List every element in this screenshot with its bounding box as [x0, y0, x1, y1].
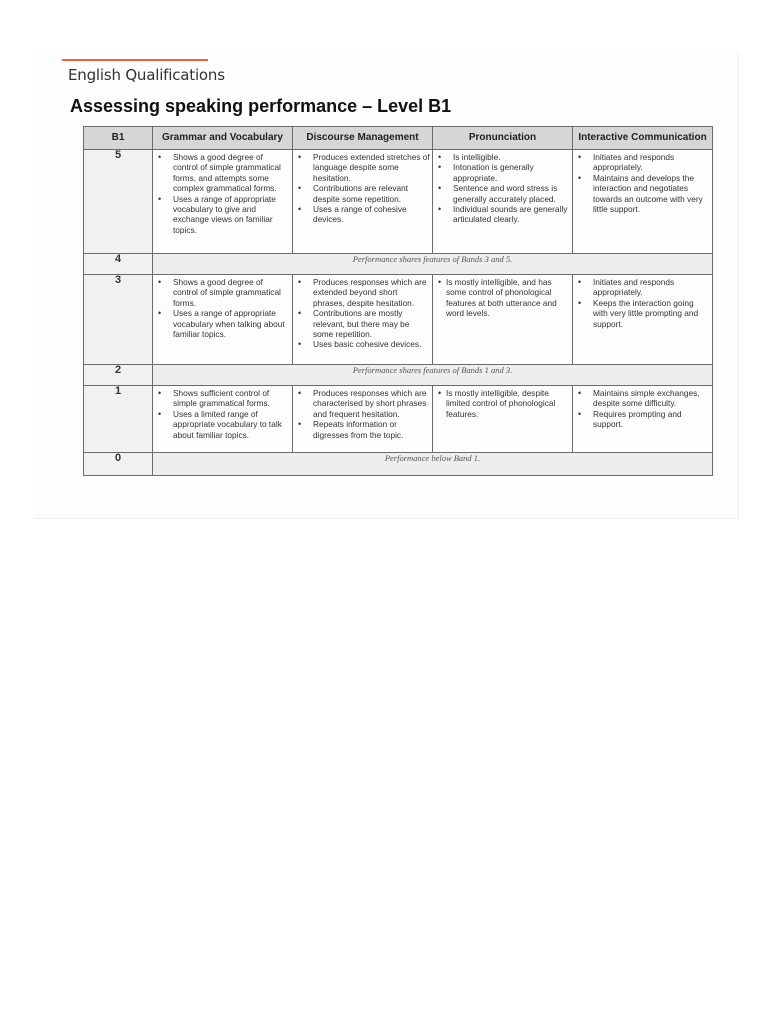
page-title: Assessing speaking performance – Level B1 [70, 96, 452, 116]
discourse-management-cell [293, 386, 433, 453]
header-pronunciation: Pronunciation [433, 127, 573, 150]
criterion-item: • Uses a range of appropriate vocabulary when talking about familiar topics. [153, 308, 290, 339]
criterion-item: • Contributions are mostly relevant, but there may be some repetition. [293, 308, 430, 339]
criteria-list [293, 388, 430, 440]
shared-features-note: Performance shares features of Bands 1 and 3. [153, 365, 713, 386]
criteria-list [153, 388, 290, 440]
interactive-communication-cell [573, 275, 713, 365]
criteria-list [433, 277, 570, 319]
band-number: 1 [84, 386, 153, 453]
criterion-item: • Uses a range of appropriate vocabulary to give and exchange views on familiar topics. [153, 194, 290, 236]
header-grammar-vocabulary: Grammar and Vocabulary [153, 127, 293, 150]
pronunciation-cell [433, 275, 573, 365]
band-number: 0 [84, 453, 153, 476]
band-number: 3 [84, 275, 153, 365]
criterion-item: • Produces responses which are characterised by short phrases and frequent hesitation. [293, 388, 430, 419]
criterion-item: • Sentence and word stress is generally accurately placed. [433, 183, 570, 204]
table-row [84, 386, 713, 453]
interactive-communication-cell [573, 386, 713, 453]
band-number: 2 [84, 365, 153, 386]
criteria-list [293, 277, 430, 350]
grammar-vocabulary-cell [153, 275, 293, 365]
discourse-management-cell [293, 150, 433, 254]
criterion-item: • Produces responses which are extended beyond short phrases, despite hesitation. [293, 277, 430, 308]
criterion-item: • Keeps the interaction going with very little prompting and support. [573, 298, 710, 329]
criterion-item: • Shows sufficient control of simple grammatical forms. [153, 388, 290, 409]
pronunciation-cell [433, 150, 573, 254]
shared-features-note: Performance below Band 1. [153, 453, 713, 476]
criterion-item: • Repeats information or digresses from the topic. [293, 419, 430, 440]
header-discourse-management: Discourse Management [293, 127, 433, 150]
criterion-item: • Initiates and responds appropriately. [573, 152, 710, 173]
criterion-item: • Initiates and responds appropriately. [573, 277, 710, 298]
table-row [84, 275, 713, 365]
criteria-list [153, 152, 290, 235]
pronunciation-cell [433, 386, 573, 453]
assessment-scale-table [83, 126, 713, 476]
header-interactive-communication: Interactive Communication [573, 127, 713, 150]
criteria-list [573, 388, 710, 430]
criterion-item: • Shows a good degree of control of simple grammatical forms, and attempts some complex grammatical forms. [153, 152, 290, 194]
header-level: B1 [84, 127, 153, 150]
brand-name: English Qualifications [68, 66, 225, 84]
criterion-item: • Contributions are relevant despite some repetition. [293, 183, 430, 204]
criterion-item: • Uses a range of cohesive devices. [293, 204, 430, 225]
criteria-list [433, 388, 570, 419]
criteria-list [573, 277, 710, 329]
brand-accent-rule [62, 59, 208, 61]
criteria-list [433, 152, 570, 225]
criterion-item: • Is mostly intelligible, and has some control of phonological features at both utterance and word levels. [433, 277, 570, 319]
criterion-item: • Requires prompting and support. [573, 409, 710, 430]
discourse-management-cell [293, 275, 433, 365]
criteria-list [293, 152, 430, 225]
table-header-row [84, 127, 713, 150]
criteria-list [153, 277, 290, 339]
band-number: 4 [84, 254, 153, 275]
grammar-vocabulary-cell [153, 386, 293, 453]
grammar-vocabulary-cell [153, 150, 293, 254]
criterion-item: • Individual sounds are generally articulated clearly. [433, 204, 570, 225]
interactive-communication-cell [573, 150, 713, 254]
shared-features-note: Performance shares features of Bands 3 and 5. [153, 254, 713, 275]
band-number: 5 [84, 150, 153, 254]
table-row [84, 150, 713, 254]
table-row [84, 254, 713, 275]
table-row [84, 453, 713, 476]
criterion-item: • Shows a good degree of control of simple grammatical forms. [153, 277, 290, 308]
criterion-item: • Maintains and develops the interaction and negotiates towards an outcome with very little support. [573, 173, 710, 215]
table-row [84, 365, 713, 386]
criterion-item: • Intonation is generally appropriate. [433, 162, 570, 183]
criteria-list [573, 152, 710, 214]
criterion-item: • Maintains simple exchanges, despite some difficulty. [573, 388, 710, 409]
criterion-item: • Uses basic cohesive devices. [293, 339, 430, 349]
criterion-item: • Is intelligible. [433, 152, 570, 162]
criterion-item: • Is mostly intelligible, despite limited control of phonological features. [433, 388, 570, 419]
criterion-item: • Produces extended stretches of language despite some hesitation. [293, 152, 430, 183]
criterion-item: • Uses a limited range of appropriate vocabulary to talk about familiar topics. [153, 409, 290, 440]
